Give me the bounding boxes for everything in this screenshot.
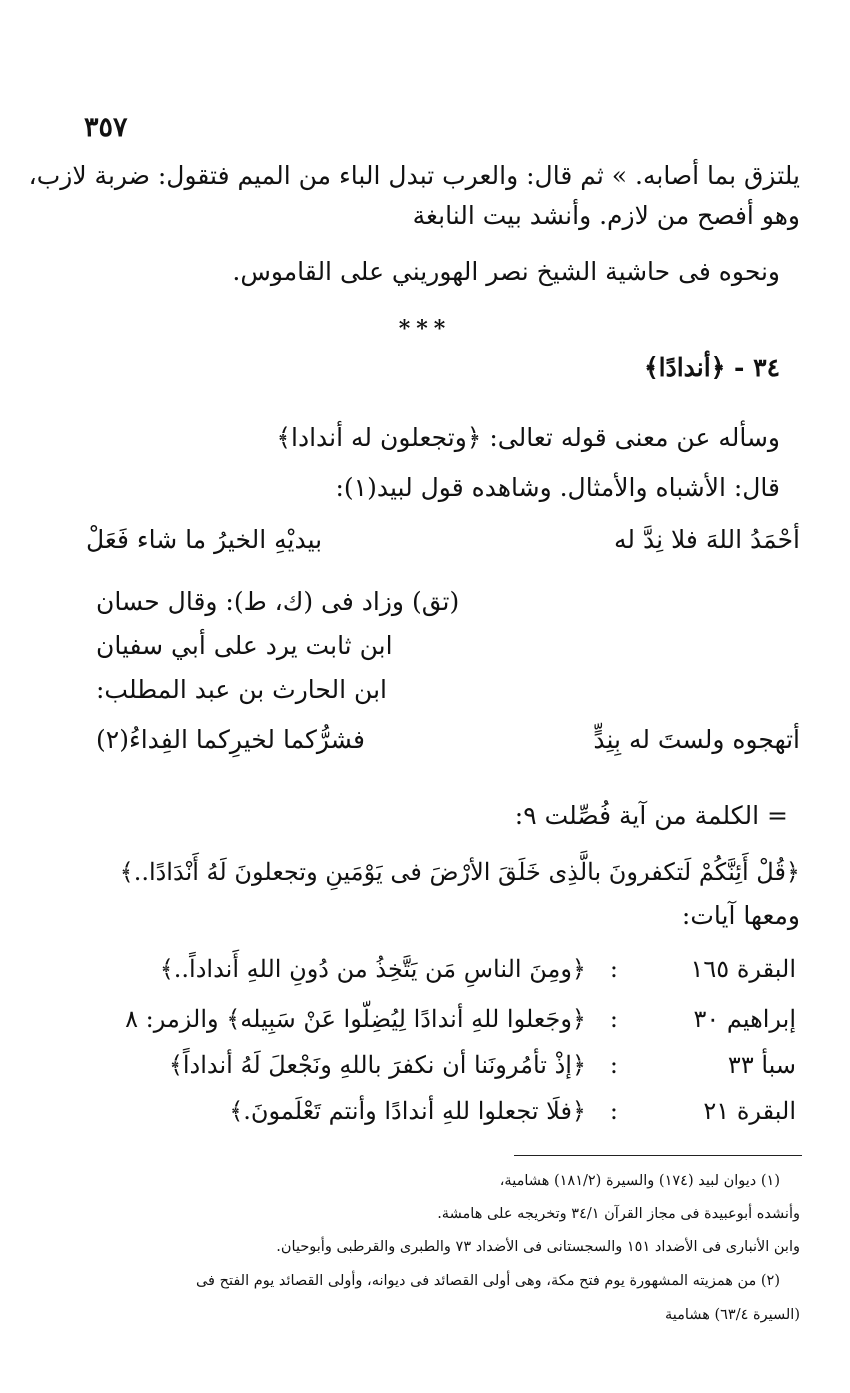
footnote-divider bbox=[514, 1155, 802, 1156]
reference-row bbox=[100, 1000, 796, 1038]
with-them-label: ومعها آيات: bbox=[681, 901, 800, 930]
reference-sura: البقرة ٢١ bbox=[703, 1097, 796, 1125]
reference-separator: : bbox=[609, 1051, 618, 1079]
reference-separator: : bbox=[609, 1005, 618, 1033]
footnote-line: وأنشده أبوعبيدة فى مجاز القرآن ٣٤/١ وتخريجه على هامشة. bbox=[437, 1206, 800, 1222]
verse2-second-half: فشرُّكما لخيرِكما الفِداءُ(٢) bbox=[96, 725, 365, 754]
verse1-first-half: أحْمَدُ اللهَ فلا نِدَّ له bbox=[614, 525, 800, 554]
addition-line-3: ابن الحارث بن عبد المطلب: bbox=[96, 675, 387, 704]
intro-line-3: ونحوه فى حاشية الشيخ نصر الهوريني على القاموس. bbox=[232, 257, 780, 286]
verse2-first-half: أتهجوه ولستَ له بِنِدٍّ bbox=[593, 725, 800, 754]
reference-separator: : bbox=[609, 955, 618, 983]
reference-separator: : bbox=[609, 1097, 618, 1125]
page-number: ٣٥٧ bbox=[84, 112, 128, 143]
verse1-second-half: بيديْهِ الخيرُ ما شاء فَعَلْ bbox=[86, 525, 323, 554]
reference-verse: ﴿وجَعلوا للهِ أندادًا لِيُضِلّوا عَنْ سَبِيله﴾ والزمر: ٨ bbox=[125, 1005, 586, 1033]
intro-line-1: يلتزق بما أصابه. » ثم قال: والعرب تبدل الباء من الميم فتقول: ضربة لازب، bbox=[28, 161, 800, 190]
question-line: وسأله عن معنى قوله تعالى: ﴿وتجعلون له أندادا﴾ bbox=[276, 423, 780, 452]
reference-sura: إبراهيم ٣٠ bbox=[693, 1005, 796, 1033]
reference-verse: ﴿ومِنَ الناسِ مَن يَتَّخِذُ من دُونِ اللهِ أَنداداً..﴾ bbox=[159, 955, 586, 983]
reference-verse: ﴿فلَا تجعلوا للهِ أندادًا وأنتم تَعْلَمونَ.﴾ bbox=[229, 1097, 586, 1125]
reference-row bbox=[100, 950, 796, 988]
answer-line: قال: الأشباه والأمثال. وشاهده قول لبيد(١): bbox=[335, 473, 780, 502]
reference-row bbox=[100, 1092, 796, 1130]
word-note: = الكلمة من آية فُصِّلت ٩: bbox=[514, 801, 788, 830]
footnote-line: (٢) من همزيته المشهورة يوم فتح مكة، وهى أولى القصائد فى ديوانه، وأولى القصائد يوم الفتح فى bbox=[195, 1273, 780, 1289]
reference-verse: ﴿إذْ تأمُرونَنا أن نكفرَ باللهِ ونَجْعلَ لَهُ أنداداً﴾ bbox=[168, 1051, 586, 1079]
section-separator: *** bbox=[398, 316, 452, 342]
intro-line-2: وهو أفصح من لازم. وأنشد بيت النابغة bbox=[412, 201, 800, 230]
addition-line-2: ابن ثابت يرد على أبي سفيان bbox=[96, 631, 393, 660]
addition-line-1: (تق) وزاد فى (ك، ط): وقال حسان bbox=[96, 587, 460, 616]
reference-sura: سبأ ٣٣ bbox=[727, 1051, 796, 1079]
footnote-line: (السيرة ٦٣/٤) هشامية bbox=[664, 1307, 800, 1323]
reference-row bbox=[100, 1046, 796, 1084]
entry-heading: ٣٤ - ﴿أندادًا﴾ bbox=[644, 353, 780, 382]
footnote-line: (١) ديوان لبيد (١٧٤) والسيرة (١٨١/٢) هشامية، bbox=[499, 1173, 780, 1189]
main-verse: ﴿قُلْ أَئِنَّكُمْ لَتكفرونَ بالَّذِى خَلَقَ الأرْضَ فى يَوْمَينِ وتجعلونَ لَهُ أَنْدَادًا..﴾ bbox=[119, 858, 800, 886]
reference-sura: البقرة ١٦٥ bbox=[690, 955, 796, 983]
footnote-line: وابن الأنبارى فى الأضداد ١٥١ والسجستانى فى الأضداد ٧٣ والطبرى والقرطبى وأبوحيان. bbox=[276, 1239, 800, 1255]
